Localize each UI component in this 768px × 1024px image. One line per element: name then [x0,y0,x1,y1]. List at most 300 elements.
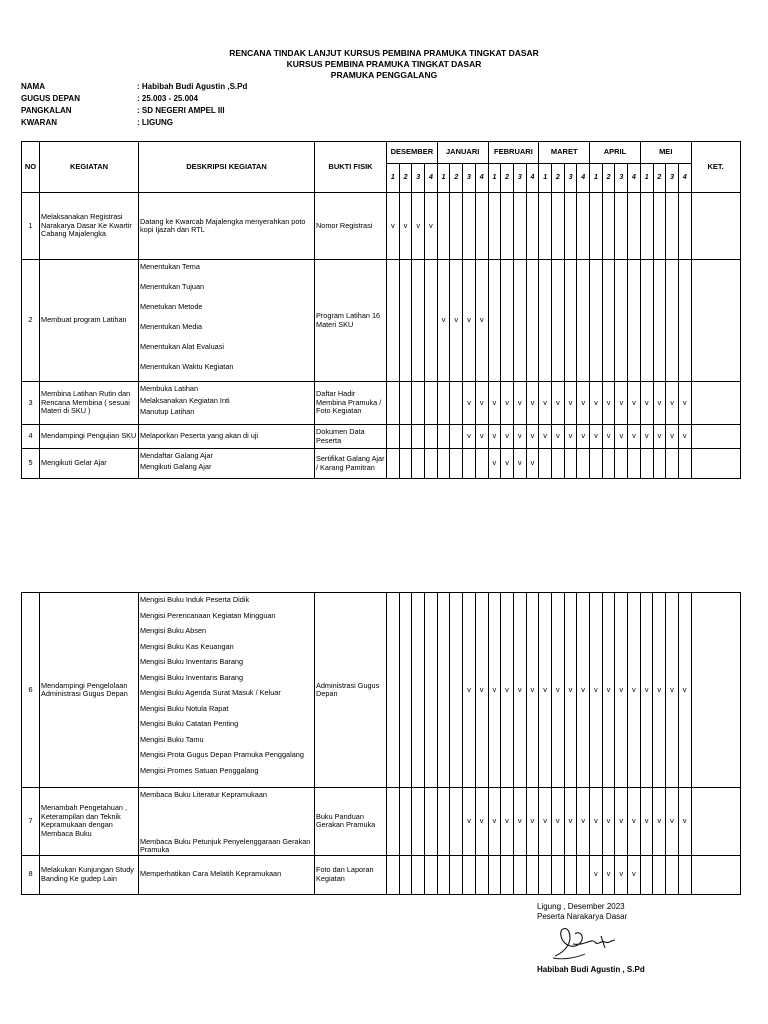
week-cell [450,788,463,856]
week-cell [602,449,615,479]
identity-value: : Habibah Budi Agustin ,S.Pd [137,82,248,91]
week-cell [387,593,400,788]
week-check-mark: v [666,425,679,449]
deskripsi-item: Menetukan Metode [140,302,203,312]
title-line-3: PRAMUKA PENGGALANG [330,70,438,80]
week-cell [653,193,666,260]
identity-row [21,117,247,129]
week-check-mark: v [615,788,628,856]
row-number: 1 [22,193,40,260]
week-check-mark: v [564,788,577,856]
week-check-mark: v [513,449,526,479]
header-bukti-fisik: BUKTI FISIK [315,142,387,193]
week-check-mark: v [602,593,615,788]
week-check-mark: v [488,593,501,788]
title-line-1: RENCANA TINDAK LANJUT KURSUS PEMBINA PRAMUKA TINGKAT DASAR [229,48,539,58]
week-cell [666,260,679,382]
week-cell [678,260,691,382]
header-month: FEBRUARI [488,142,539,164]
header-week: 4 [577,164,590,193]
identity-label: GUGUS DEPAN [21,94,80,103]
week-check-mark: v [526,449,539,479]
week-check-mark: v [526,593,539,788]
header-week: 2 [653,164,666,193]
signature-name: Habibah Budi Agustin , S.Pd [537,965,645,974]
row-deskripsi [139,449,315,479]
week-check-mark: v [577,382,590,425]
week-cell [437,382,450,425]
week-check-mark: v [602,855,615,894]
deskripsi-item: Datang ke Kwarcab Majalengka menyerahkan poto kopi Ijazah dan RTL [140,216,306,234]
week-cell [437,193,450,260]
week-check-mark: v [678,382,691,425]
week-check-mark: v [615,425,628,449]
week-check-mark: v [463,260,476,382]
week-cell [628,449,641,479]
week-check-mark: v [501,449,514,479]
header-week: 4 [526,164,539,193]
row-kegiatan: Menambah Pengetahuan , Keterampilan dan Teknik Kepramukaan dengan Membaca Buku [40,788,139,856]
handwritten-signature [545,922,625,962]
header-ket: KET. [691,142,740,193]
row-number: 6 [22,593,40,788]
week-check-mark: v [488,425,501,449]
week-cell [437,855,450,894]
week-cell [387,855,400,894]
week-cell [513,193,526,260]
week-cell [539,260,552,382]
week-cell [526,855,539,894]
week-check-mark: v [488,788,501,856]
week-check-mark: v [602,425,615,449]
deskripsi-item: Melaporkan Peserta yang akan di uji [140,431,259,441]
deskripsi-item: Mengisi Buku Tamu [140,734,204,744]
row-bukti-fisik: Daftar Hadir Membina Pramuka / Foto Kegiatan [315,382,387,425]
week-cell [399,788,412,856]
header-week: 2 [551,164,564,193]
title-line-2: KURSUS PEMBINA PRAMUKA TINGKAT DASAR [286,59,482,69]
week-cell [590,193,603,260]
row-bukti-fisik: Administrasi Gugus Depan [315,593,387,788]
week-cell [577,193,590,260]
header-month: MARET [539,142,590,164]
week-check-mark: v [678,425,691,449]
week-cell [475,449,488,479]
identity-value: : SD NEGERI AMPEL III [137,106,225,115]
week-cell [526,260,539,382]
deskripsi-item: Membaca Buku Literatur Kepramukaan [140,790,267,799]
week-cell [526,193,539,260]
week-check-mark: v [513,425,526,449]
week-check-mark: v [513,593,526,788]
week-cell [463,855,476,894]
week-cell [437,593,450,788]
row-bukti-fisik: Sertifikat Galang Ajar / Karang Pamitran [315,449,387,479]
week-cell [450,593,463,788]
week-cell [602,193,615,260]
week-check-mark: v [590,855,603,894]
week-cell [387,382,400,425]
week-cell [425,593,438,788]
header-month: DESEMBER [387,142,438,164]
week-cell [450,193,463,260]
header-week: 4 [628,164,641,193]
deskripsi-item: Mengisi Prota Gugus Depan Pramuka Penggalang [140,750,304,759]
week-cell [666,449,679,479]
week-check-mark: v [602,788,615,856]
week-cell [412,855,425,894]
week-cell [628,260,641,382]
deskripsi-item: Mengisi Perencanaan Kegiatan Mingguan [140,610,276,620]
deskripsi-item: Manutup Latihan [140,407,195,416]
table-row [22,593,741,788]
week-cell [450,382,463,425]
week-check-mark: v [437,260,450,382]
row-kegiatan: Membina Latihan Rutin dan Rencana Membina ( sesuai Materi di SKU ) [40,382,139,425]
header-week: 2 [602,164,615,193]
row-bukti-fisik: Dokumen Data Peserta [315,425,387,449]
plan-table-1 [21,141,741,479]
week-cell [399,425,412,449]
week-cell [387,425,400,449]
week-check-mark: v [640,382,653,425]
row-ket [691,788,740,856]
week-cell [399,593,412,788]
signature-place-date: Ligung , Desember 2023 [537,902,625,911]
week-cell [564,193,577,260]
week-check-mark: v [666,382,679,425]
row-deskripsi [139,260,315,382]
header-week: 4 [678,164,691,193]
week-check-mark: v [425,193,438,260]
header-week: 1 [387,164,400,193]
week-check-mark: v [501,593,514,788]
header-week: 2 [399,164,412,193]
row-bukti-fisik: Foto dan Laporan Kegiatan [315,855,387,894]
week-check-mark: v [475,593,488,788]
row-ket [691,260,740,382]
deskripsi-item: Membaca Buku Petunjuk Penyelenggaraan Gerakan Pramuka [140,836,311,854]
week-cell [387,260,400,382]
week-check-mark: v [412,193,425,260]
week-cell [551,260,564,382]
row-deskripsi [139,593,315,788]
week-check-mark: v [513,788,526,856]
identity-label: PANGKALAN [21,106,72,115]
week-cell [412,260,425,382]
row-bukti-fisik: Nomor Registrasi [315,193,387,260]
week-check-mark: v [577,593,590,788]
week-cell [564,260,577,382]
week-check-mark: v [628,382,641,425]
row-number: 8 [22,855,40,894]
deskripsi-item: Mengisi Buku Catatan Penting [140,719,239,728]
week-check-mark: v [564,593,577,788]
week-check-mark: v [475,260,488,382]
week-check-mark: v [678,593,691,788]
week-check-mark: v [628,425,641,449]
row-ket [691,449,740,479]
week-cell [475,193,488,260]
row-kegiatan: Mengikuti Gelar Ajar [40,449,139,479]
row-kegiatan: Melaksanakan Registrasi Narakarya Dasar Ke Kwartir Cabang Majalengka [40,193,139,260]
week-check-mark: v [653,593,666,788]
week-check-mark: v [666,593,679,788]
week-check-mark: v [526,382,539,425]
row-kegiatan: Mendampingi Pengujian SKU [40,425,139,449]
week-cell [513,855,526,894]
identity-value: : 25.003 - 25.004 [137,94,198,103]
week-cell [425,855,438,894]
week-cell [564,449,577,479]
deskripsi-item: Mengisi Buku Inventaris Barang [140,672,244,682]
header-week: 1 [590,164,603,193]
week-cell [653,855,666,894]
week-cell [399,260,412,382]
week-check-mark: v [577,425,590,449]
week-cell [437,425,450,449]
deskripsi-item: Mengisi Buku Notula Rapat [140,703,229,713]
week-check-mark: v [640,425,653,449]
deskripsi-item: Menentukan Alat Evaluasi [140,342,224,352]
week-cell [399,449,412,479]
row-deskripsi [139,193,315,260]
week-cell [463,193,476,260]
week-check-mark: v [463,382,476,425]
row-number: 3 [22,382,40,425]
week-cell [615,193,628,260]
signature-block [537,902,627,922]
week-cell [437,788,450,856]
week-cell [450,425,463,449]
week-cell [640,449,653,479]
week-check-mark: v [513,382,526,425]
week-cell [577,260,590,382]
week-cell [425,260,438,382]
week-cell [475,855,488,894]
row-deskripsi [139,855,315,894]
week-check-mark: v [602,382,615,425]
week-cell [564,855,577,894]
week-cell [640,193,653,260]
row-number: 7 [22,788,40,856]
week-cell [399,382,412,425]
row-ket [691,382,740,425]
header-no: NO [22,142,40,193]
week-check-mark: v [387,193,400,260]
week-check-mark: v [463,788,476,856]
deskripsi-item: Mendaftar Galang Ajar [140,451,214,460]
week-cell [425,425,438,449]
deskripsi-item: Menentukan Media [140,322,203,332]
header-week: 1 [640,164,653,193]
deskripsi-item: Mengisi Promes Satuan Penggalang [140,765,259,775]
week-cell [653,449,666,479]
week-cell [590,449,603,479]
week-cell [488,193,501,260]
identity-row [21,105,247,117]
deskripsi-item: Menentukan Tema [140,262,200,271]
week-cell [666,855,679,894]
week-cell [412,425,425,449]
week-check-mark: v [551,593,564,788]
week-cell [425,382,438,425]
header-week: 1 [437,164,450,193]
row-deskripsi [139,425,315,449]
week-check-mark: v [475,788,488,856]
row-bukti-fisik: Buku Panduan Gerakan Pramuka [315,788,387,856]
table-row [22,382,741,425]
week-cell [412,593,425,788]
document-title [0,48,768,81]
week-check-mark: v [475,382,488,425]
identity-table [21,81,247,129]
deskripsi-item: Mengisi Buku Inventaris Barang [140,657,244,666]
deskripsi-item: Menentukan Tujuan [140,282,205,292]
week-check-mark: v [526,788,539,856]
week-check-mark: v [678,788,691,856]
table-row [22,855,741,894]
week-check-mark: v [450,260,463,382]
row-kegiatan: Membuat program Latihan [40,260,139,382]
row-number: 4 [22,425,40,449]
identity-row [21,81,247,93]
header-month: APRIL [590,142,641,164]
identity-row [21,93,247,105]
week-check-mark: v [551,788,564,856]
deskripsi-item: Mengikuti Galang Ajar [140,461,212,471]
deskripsi-item: Memperhatikan Cara Melatih Kepramukaan [140,869,282,879]
deskripsi-item: Menentukan Waktu Kegiatan [140,362,234,372]
week-check-mark: v [399,193,412,260]
week-check-mark: v [590,382,603,425]
week-cell [577,855,590,894]
week-check-mark: v [463,425,476,449]
week-check-mark: v [653,425,666,449]
row-ket [691,593,740,788]
week-check-mark: v [564,382,577,425]
week-check-mark: v [551,382,564,425]
header-week: 3 [513,164,526,193]
week-cell [387,788,400,856]
week-cell [678,449,691,479]
week-check-mark: v [526,425,539,449]
week-cell [678,855,691,894]
week-check-mark: v [539,593,552,788]
week-check-mark: v [653,382,666,425]
week-cell [602,260,615,382]
header-week: 4 [425,164,438,193]
header-week: 4 [475,164,488,193]
week-check-mark: v [653,788,666,856]
header-kegiatan: KEGIATAN [40,142,139,193]
header-month: JANUARI [437,142,488,164]
week-check-mark: v [577,788,590,856]
header-week: 1 [488,164,501,193]
week-check-mark: v [539,425,552,449]
week-cell [539,193,552,260]
plan-table-2 [21,592,741,895]
header-week: 3 [463,164,476,193]
week-cell [590,260,603,382]
week-cell [425,788,438,856]
table-row [22,425,741,449]
week-check-mark: v [590,788,603,856]
week-cell [501,193,514,260]
table-row [22,260,741,382]
week-cell [551,855,564,894]
week-cell [678,193,691,260]
week-check-mark: v [615,855,628,894]
week-cell [450,855,463,894]
week-cell [666,193,679,260]
week-check-mark: v [475,425,488,449]
week-cell [437,449,450,479]
header-week: 2 [450,164,463,193]
week-cell [412,382,425,425]
week-cell [450,449,463,479]
week-cell [628,193,641,260]
header-week: 2 [501,164,514,193]
row-ket [691,193,740,260]
row-bukti-fisik: Program Latihan 16 Materi SKU [315,260,387,382]
week-check-mark: v [564,425,577,449]
week-cell [577,449,590,479]
week-check-mark: v [615,382,628,425]
week-check-mark: v [463,593,476,788]
header-week: 3 [666,164,679,193]
week-cell [463,449,476,479]
row-ket [691,855,740,894]
week-cell [539,855,552,894]
table-row [22,193,741,260]
week-cell [551,449,564,479]
week-cell [539,449,552,479]
deskripsi-item: Mengisi Buku Absen [140,626,207,635]
identity-label: NAMA [21,82,45,91]
week-cell [387,449,400,479]
header-month: MEI [640,142,691,164]
week-cell [615,260,628,382]
deskripsi-item: Mengisi Buku Induk Peserta Didik [140,595,250,604]
week-cell [412,788,425,856]
week-check-mark: v [640,788,653,856]
week-cell [488,260,501,382]
table-row [22,449,741,479]
week-check-mark: v [539,788,552,856]
week-check-mark: v [590,425,603,449]
week-check-mark: v [628,788,641,856]
week-cell [488,855,501,894]
row-kegiatan: Melakukan Kunjungan Study Banding Ke gudep Lain [40,855,139,894]
week-check-mark: v [628,855,641,894]
row-ket [691,425,740,449]
row-kegiatan: Mendampingi Pengelolaan Administrasi Gugus Depan [40,593,139,788]
row-deskripsi [139,788,315,856]
table-row [22,788,741,856]
week-check-mark: v [590,593,603,788]
week-cell [513,260,526,382]
week-cell [501,260,514,382]
row-number: 2 [22,260,40,382]
deskripsi-item: Melaksanakan Kegiatan Inti [140,395,230,405]
deskripsi-item: Mengisi Buku Agenda Surat Masuk / Keluar [140,688,281,697]
week-cell [551,193,564,260]
week-cell [425,449,438,479]
week-check-mark: v [501,788,514,856]
week-cell [399,855,412,894]
signature-role: Peserta Narakarya Dasar [537,912,628,921]
